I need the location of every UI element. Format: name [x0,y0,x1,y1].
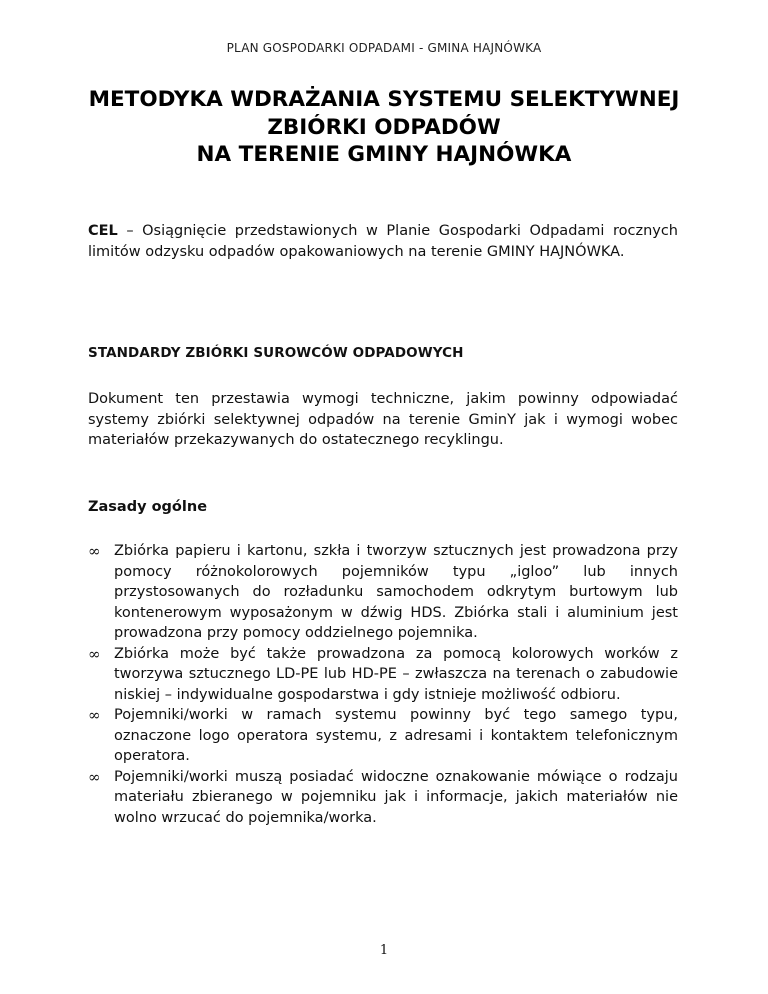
list-item [88,767,678,829]
goal-label: CEL [88,223,118,239]
list-item [88,541,678,644]
list-item-text: Pojemniki/worki w ramach systemu powinny być tego samego typu, oznaczone logo operatora systemu, z adresami i kontaktem telefonicznym operatora. [114,707,678,764]
list-item-text: Pojemniki/worki muszą posiadać widoczne oznakowanie mówiące o rodzaju materiału zbieranego w pojemniku jak i informacje, jakich materiałów nie wolno wrzucać do pojemnika/worka. [114,768,678,826]
infinity-bullet-icon: ∞ [88,542,101,560]
document-title [60,86,708,169]
page-number: 1 [379,943,389,958]
title-line-2: ZBIÓRKI ODPADÓW [267,114,501,140]
goal-text: – Osiągnięcie przedstawionych w Planie Gospodarki Odpadami rocznych limitów odzysku odpadów opakowaniowych na terenie GMINY HAJNÓWKA. [88,223,678,260]
infinity-bullet-icon: ∞ [88,706,101,724]
title-line-3: NA TERENIE GMINY HAJNÓWKA [196,142,572,167]
list-item-text: Zbiórka papieru i kartonu, szkła i tworzyw sztucznych jest prowadzona przy pomocy różnokolorowych pojemników typu „igloo” lub innych przystosowanych do rozładunku samochodem odkrytym burtowym lub kontenerowym wyposażonym w dźwig HDS. Zbiórka stali i aluminium jest prowadzona przy pomocy oddzielnego pojemnika. [114,543,678,641]
general-rules-heading: Zasady ogólne [88,499,208,515]
goal-paragraph [88,221,678,262]
running-header: PLAN GOSPODARKI ODPADAMI - GMINA HAJNÓWKA [226,41,542,55]
standards-heading: STANDARDY ZBIÓRKI SUROWCÓW ODPADOWYCH [88,345,464,361]
general-rules-list [88,541,678,828]
list-item [88,644,678,706]
list-item [88,705,678,767]
list-item-text: Zbiórka może być także prowadzona za pomocą kolorowych worków z tworzywa sztucznego LD-PE lub HD-PE – zwłaszcza na terenach o zabudowie niskiej – indywidualne gospodarstwa i gdy istnieje możliwość odbioru. [114,645,678,703]
infinity-bullet-icon: ∞ [88,644,101,663]
standards-intro: Dokument ten przestawia wymogi techniczne, jakim powinny odpowiadać systemy zbiórki selektywnej odpadów na terenie GminY jak i wymogi wobec materiałów przekazywanych do ostatecznego recyklingu. [88,391,678,448]
title-line-1: METODYKA WDRAŻANIA SYSTEMU SELEKTYWNEJ [88,87,680,112]
infinity-bullet-icon: ∞ [88,767,101,786]
